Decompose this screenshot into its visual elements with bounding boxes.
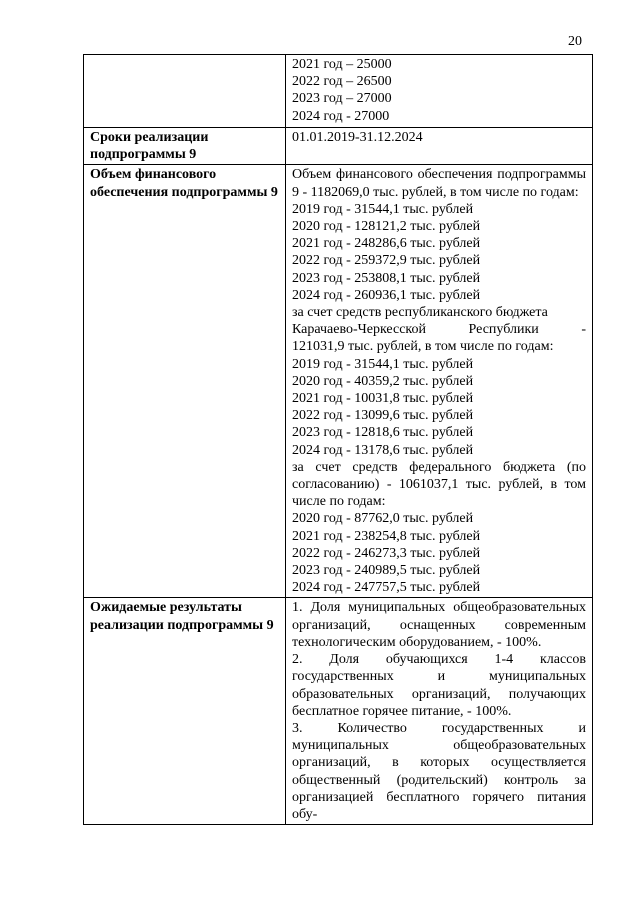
row-value — [286, 128, 593, 165]
row-label-expected-results: Ожидаемые результаты реализации подпрограммы 9 — [84, 598, 286, 825]
federal-budget-paragraph: за счет средств федерального бюджета (по согласованию) - 1061037,1 тыс. рублей, в том числе по годам: — [292, 459, 586, 510]
financing-year-line: 2022 год - 259372,9 тыс. рублей — [292, 253, 481, 269]
table-row — [84, 55, 593, 128]
federal-year-line: 2020 год - 87762,0 тыс. рублей — [292, 511, 474, 527]
row-label — [84, 55, 286, 128]
table-row — [84, 598, 593, 825]
page-number: 20 — [568, 34, 582, 49]
regional-budget-line: за счет средств республиканского бюджета — [292, 305, 548, 321]
federal-year-line: 2022 год - 246273,3 тыс. рублей — [292, 545, 481, 561]
year-target-line: 2022 год – 26500 — [292, 74, 392, 90]
regional-budget-line: 121031,9 тыс. рублей, в том числе по годам: — [292, 339, 554, 355]
row-value — [286, 55, 593, 128]
federal-year-line: 2023 год - 240989,5 тыс. рублей — [292, 563, 481, 579]
row-label-financing-volume: Объем финансового обеспечения подпрограммы 9 — [84, 165, 286, 598]
row-value — [286, 598, 593, 825]
financing-year-line: 2021 год - 248286,6 тыс. рублей — [292, 236, 481, 252]
regional-year-line: 2023 год - 12818,6 тыс. рублей — [292, 425, 474, 441]
financing-intro: Объем финансового обеспечения подпрограммы 9 - 1182069,0 тыс. рублей, в том числе по годам: — [292, 167, 586, 200]
table-row — [84, 165, 593, 598]
financing-year-line: 2019 год - 31544,1 тыс. рублей — [292, 201, 474, 217]
financing-year-line: 2020 год - 128121,2 тыс. рублей — [292, 219, 481, 235]
year-target-line: 2024 год - 27000 — [292, 108, 390, 124]
year-target-line: 2023 год – 27000 — [292, 91, 392, 107]
year-target-line: 2021 год – 25000 — [292, 57, 392, 72]
financing-year-line: 2024 год - 260936,1 тыс. рублей — [292, 287, 481, 303]
table-row — [84, 128, 593, 165]
federal-year-line: 2024 год - 247757,5 тыс. рублей — [292, 580, 481, 596]
expected-result-item: 2. Доля обучающихся 1-4 классов государственных и муниципальных образовательных организаций, получающих бесплатное горячее питание, - 100%. — [292, 652, 586, 719]
regional-year-line: 2020 год - 40359,2 тыс. рублей — [292, 373, 474, 389]
federal-year-line: 2021 год - 238254,8 тыс. рублей — [292, 528, 481, 544]
implementation-period: 01.01.2019-31.12.2024 — [292, 130, 423, 145]
regional-budget-line: Карачаево-Черкесской Республики - — [292, 322, 586, 338]
row-label-implementation-period: Сроки реализации подпрограммы 9 — [84, 128, 286, 165]
expected-result-item: 1. Доля муниципальных общеобразовательных организаций, оснащенных современным технологическим оборудованием, - 100%. — [292, 600, 586, 650]
regional-year-line: 2021 год - 10031,8 тыс. рублей — [292, 391, 474, 407]
row-value — [286, 165, 593, 598]
regional-year-line: 2019 год - 31544,1 тыс. рублей — [292, 356, 474, 372]
financing-year-line: 2023 год - 253808,1 тыс. рублей — [292, 270, 481, 286]
regional-year-line: 2024 год - 13178,6 тыс. рублей — [292, 442, 474, 458]
expected-result-item: 3. Количество государственных и муниципальных общеобразовательных организаций, в которых осуществляется общественный (родительский) контроль за организацией бесплатного горячего питания обу- — [292, 720, 586, 822]
regional-year-line: 2022 год - 13099,6 тыс. рублей — [292, 408, 474, 424]
subprogram-passport-table — [83, 54, 593, 825]
